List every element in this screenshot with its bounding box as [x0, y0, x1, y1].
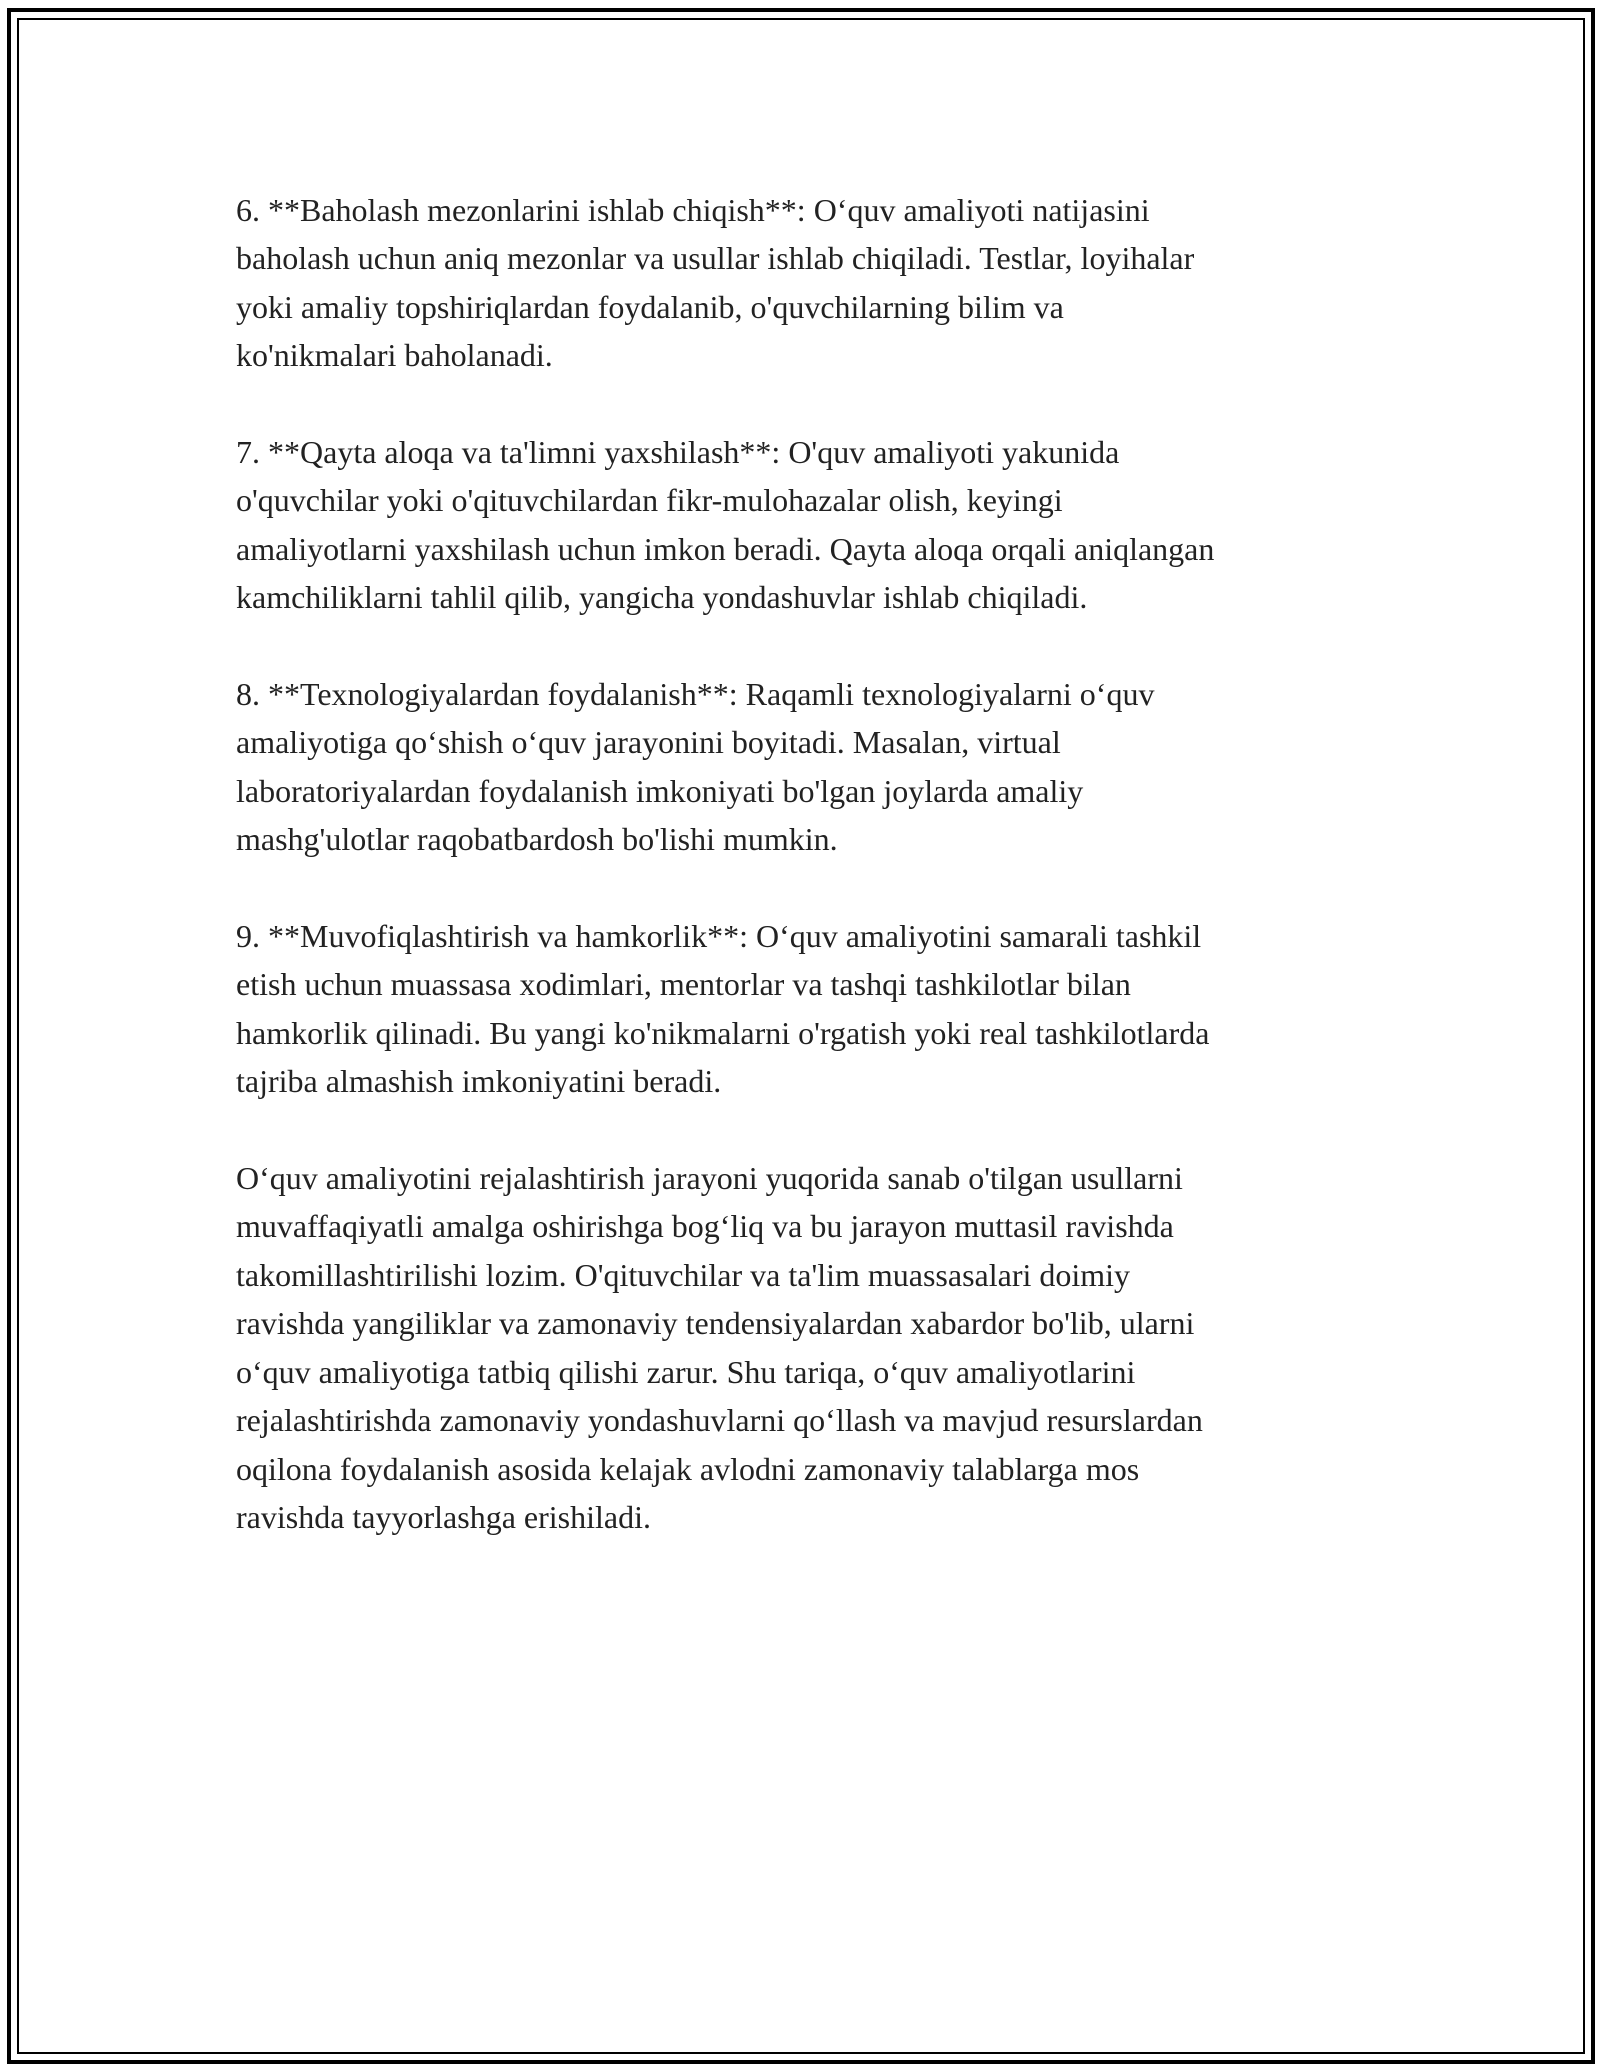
paragraph-item-8: 8. **Texnologiyalardan foydalanish**: Raqamli texnologiyalarni o‘quv amaliyotiga qo‘shish o‘quv jarayonini boyitadi. Masalan, virtual laboratoriyalardan foydalanish imkoniyati bo'lgan joylarda amaliy mashg'ulotlar raqobatbardosh bo'lishi mumkin.	[236, 676, 1155, 858]
document-body	[236, 186, 1366, 1590]
paragraph-item-6: 6. **Baholash mezonlarini ishlab chiqish**: O‘quv amaliyoti natijasini baholash uchun aniq mezonlar va usullar ishlab chiqiladi. Testlar, loyihalar yoki amaliy topshiriqlardan foydalanib, o'quvchilarning bilim va ko'nikmalari baholanadi.	[236, 192, 1195, 374]
paragraph-item-7: 7. **Qayta aloqa va ta'limni yaxshilash**: O'quv amaliyoti yakunida o'quvchilar yoki o'qituvchilardan fikr-mulohazalar olish, keyingi amaliyotlarni yaxshilash uchun imkon beradi. Qayta aloqa orqali aniqlangan kamchiliklarni tahlil qilib, yangicha yondashuvlar ishlab chiqiladi.	[236, 434, 1215, 616]
paragraph-item-9: 9. **Muvofiqlashtirish va hamkorlik**: O‘quv amaliyotini samarali tashkil etish uchun muassasa xodimlari, mentorlar va tashqi tashkilotlar bilan hamkorlik qilinadi. Bu yangi ko'nikmalarni o'rgatish yoki real tashkilotlarda tajriba almashish imkoniyatini beradi.	[236, 918, 1210, 1100]
paragraph-conclusion: O‘quv amaliyotini rejalashtirish jarayoni yuqorida sanab o'tilgan usullarni muvaffaqiyatli amalga oshirishga bog‘liq va bu jarayon muttasil ravishda takomillashtirilishi lozim. O'qituvchilar va ta'lim muassasalari doimiy ravishda yangiliklar va zamonaviy tendensiyalardan xabardor bo'lib, ularni o‘quv amaliyotiga tatbiq qilishi zarur. Shu tariqa, o‘quv amaliyotlarini rejalashtirishda zamonaviy yondashuvlarni qo‘llash va mavjud resurslardan oqilona foydalanish asosida kelajak avlodni zamonaviy talablarga mos ravishda tayyorlashga erishiladi.	[236, 1160, 1203, 1535]
